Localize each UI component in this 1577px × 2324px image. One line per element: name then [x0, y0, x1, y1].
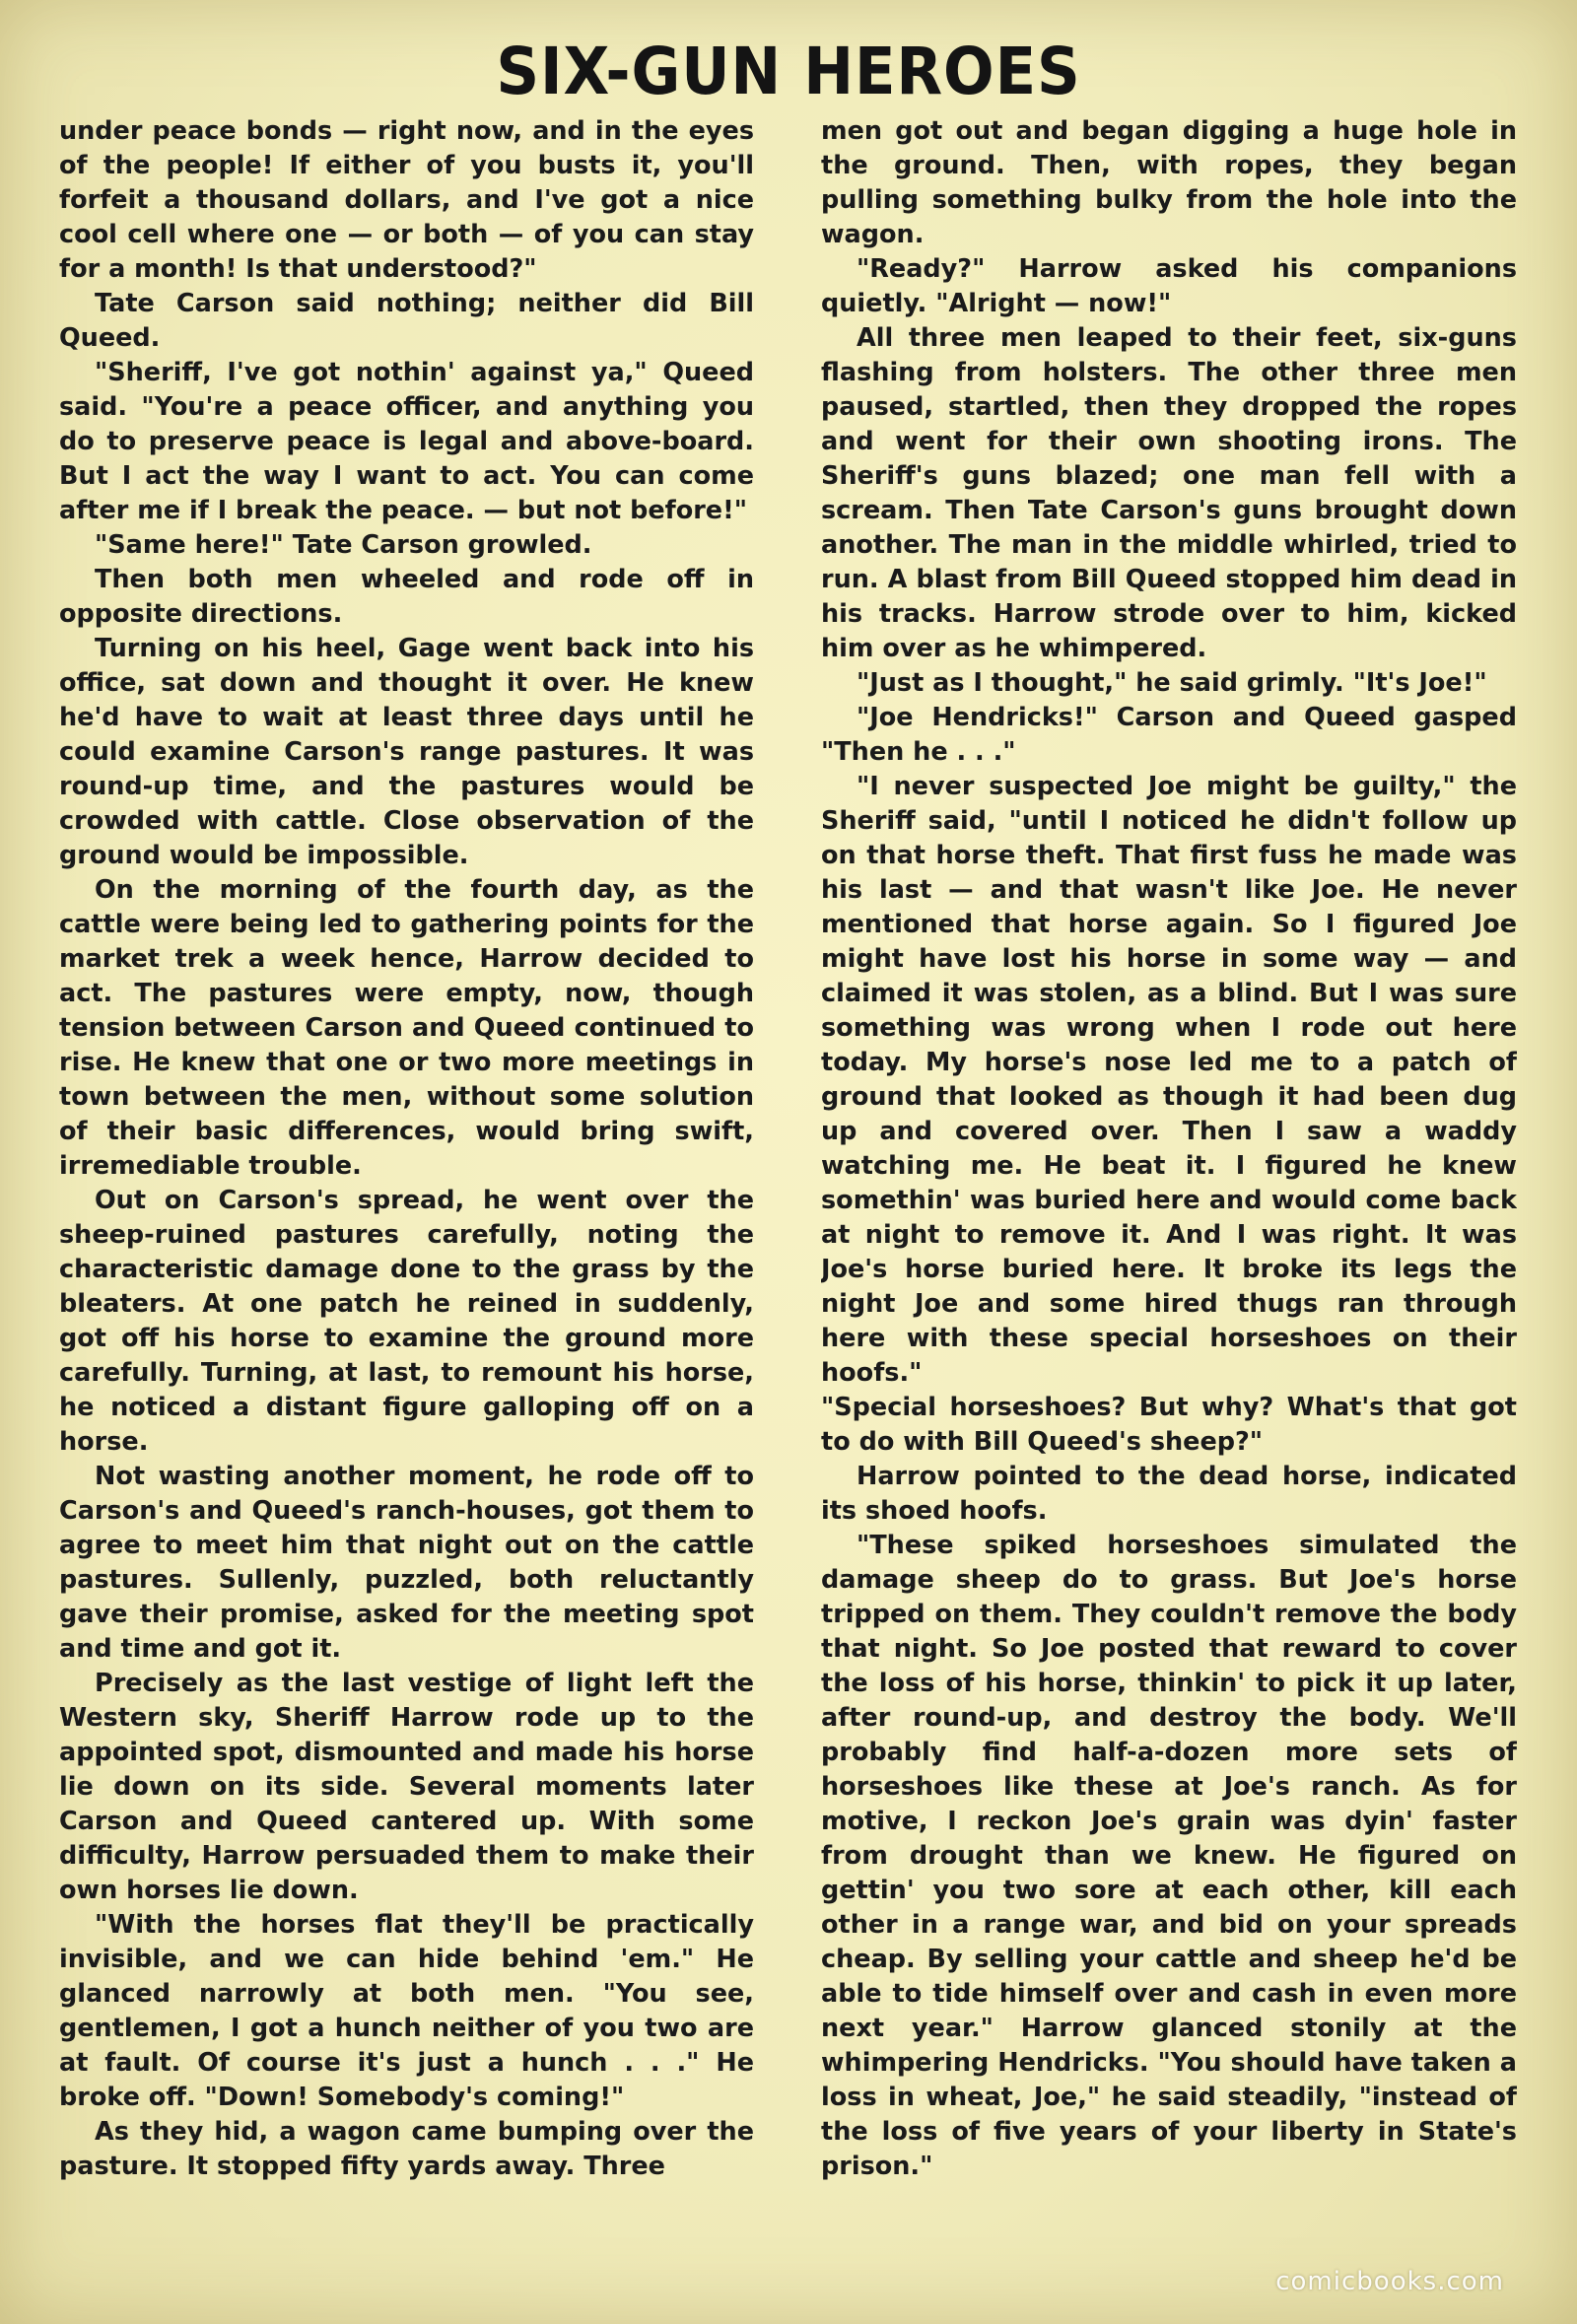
right-text-column — [821, 114, 1517, 2243]
site-watermark: comicbooks.com — [1275, 2267, 1504, 2296]
paragraph: "These spiked horseshoes simulated the damage sheep do to grass. But Joe's horse tripped on them. They couldn't remove the body that night. So Joe posted that reward to cover the loss of his horse, thinkin' to pick it up later, after round-up, and destroy the body. We'll probably find half-a-dozen more sets of horseshoes like these at Joe's ranch. As for motive, I reckon Joe's grain was dyin' faster from drought than we knew. He figured on gettin' you two sore at each other, kill each other in a range war, and bid on your spreads cheap. By selling your cattle and sheep he'd be able to tide himself over and cash in even more next year." Harrow glanced stonily at the whimpering Hendricks. "You should have taken a loss in wheat, Joe," he said steadily, "instead of the loss of five years of your liberty in State's prison." — [821, 1531, 1517, 2181]
paragraph: Not wasting another moment, he rode off to Carson's and Queed's ranch-houses, got them to agree to meet him that night out on the cattle pastures. Sullenly, puzzled, both reluctantly gave their promise, asked for the meeting spot and time and got it. — [59, 1462, 754, 1664]
paragraph: "Joe Hendricks!" Carson and Queed gasped "Then he . . ." — [821, 703, 1517, 767]
paragraph: Harrow pointed to the dead horse, indicated its shoed hoofs. — [821, 1462, 1517, 1526]
paragraph: Tate Carson said nothing; neither did Bill Queed. — [59, 289, 754, 353]
paragraph: As they hid, a wagon came bumping over the pasture. It stopped fifty yards away. Three — [59, 2117, 754, 2181]
paragraph: "Sheriff, I've got nothin' against ya," Queed said. "You're a peace officer, and anything you do to preserve peace is legal and above-board. But I act the way I want to act. You can come after me if I break the peace. — but not before!" — [59, 358, 754, 525]
paragraph: "I never suspected Joe might be guilty," the Sheriff said, "until I noticed he didn't follow up on that horse theft. That first fuss he made was his last — and that wasn't like Joe. He never mentioned that horse again. So I figured Joe might have lost his horse in some way — and claimed it was stolen, as a blind. But I was sure something was wrong when I rode out here today. My horse's nose led me to a patch of ground that looked as though it had been dug up and covered over. Then I saw a waddy watching me. He beat it. I figured he knew somethin' was buried here and would come back at night to remove it. And I was right. It was Joe's horse buried here. It broke its legs the night Joe and some hired thugs ran through here with these special horseshoes on their hoofs." — [821, 772, 1517, 1388]
paragraph: Turning on his heel, Gage went back into his office, sat down and thought it over. He knew he'd have to wait at least three days until he could examine Carson's range pastures. It was round-up time, and the pastures would be crowded with cattle. Close observation of the ground would be impossible. — [59, 634, 754, 870]
paragraph: "Ready?" Harrow asked his companions quietly. "Alright — now!" — [821, 254, 1517, 318]
paragraph: "Just as I thought," he said grimly. "It's Joe!" — [857, 668, 1487, 698]
paragraph: Then both men wheeled and rode off in opposite directions. — [59, 565, 754, 629]
paragraph: On the morning of the fourth day, as the cattle were being led to gathering points for the market trek a week hence, Harrow decided to act. The pastures were empty, now, though tension between Carson and Queed continued to rise. He knew that one or two more meetings in town between the men, without some solution of their basic differences, would bring swift, irremediable trouble. — [59, 875, 754, 1181]
paragraph: All three men leaped to their feet, six-guns flashing from holsters. The other three men paused, startled, then they dropped the ropes and went for their own shooting irons. The Sheriff's guns blazed; one man fell with a scream. Then Tate Carson's guns brought down another. The man in the middle whirled, tried to run. A blast from Bill Queed stopped him dead in his tracks. Harrow strode over to him, kicked him over as he whimpered. — [821, 323, 1517, 663]
paragraph: Out on Carson's spread, he went over the sheep-ruined pastures carefully, noting the characteristic damage done to the grass by the bleaters. At one patch he reined in suddenly, got off his horse to examine the ground more carefully. Turning, at last, to remount his horse, he noticed a distant figure galloping off on a horse. — [59, 1186, 754, 1457]
paragraph: "Same here!" Tate Carson growled. — [95, 530, 592, 560]
left-text-column — [59, 114, 754, 2243]
paragraph: under peace bonds — right now, and in the eyes of the people! If either of you busts it, you'll forfeit a thousand dollars, and I've got a nice cool cell where one — or both — of you can stay for a month! Is that understood?" — [59, 116, 754, 284]
paragraph: men got out and began digging a huge hole in the ground. Then, with ropes, they began pulling something bulky from the hole into the wagon. — [821, 116, 1517, 249]
paragraph: "With the horses flat they'll be practically invisible, and we can hide behind 'em." He glanced narrowly at both men. "You see, gentlemen, I got a hunch neither of you two are at fault. Of course it's just a hunch . . ." He broke off. "Down! Somebody's coming!" — [59, 1910, 754, 2112]
paragraph: "Special horseshoes? But why? What's that got to do with Bill Queed's sheep?" — [821, 1393, 1517, 1457]
paragraph: Precisely as the last vestige of light left the Western sky, Sheriff Harrow rode up to the appointed spot, dismounted and made his horse lie down on its side. Several moments later Carson and Queed cantered up. With some difficulty, Harrow persuaded them to make their own horses lie down. — [59, 1669, 754, 1905]
page-title: SIX-GUN HEROES — [496, 34, 1081, 109]
